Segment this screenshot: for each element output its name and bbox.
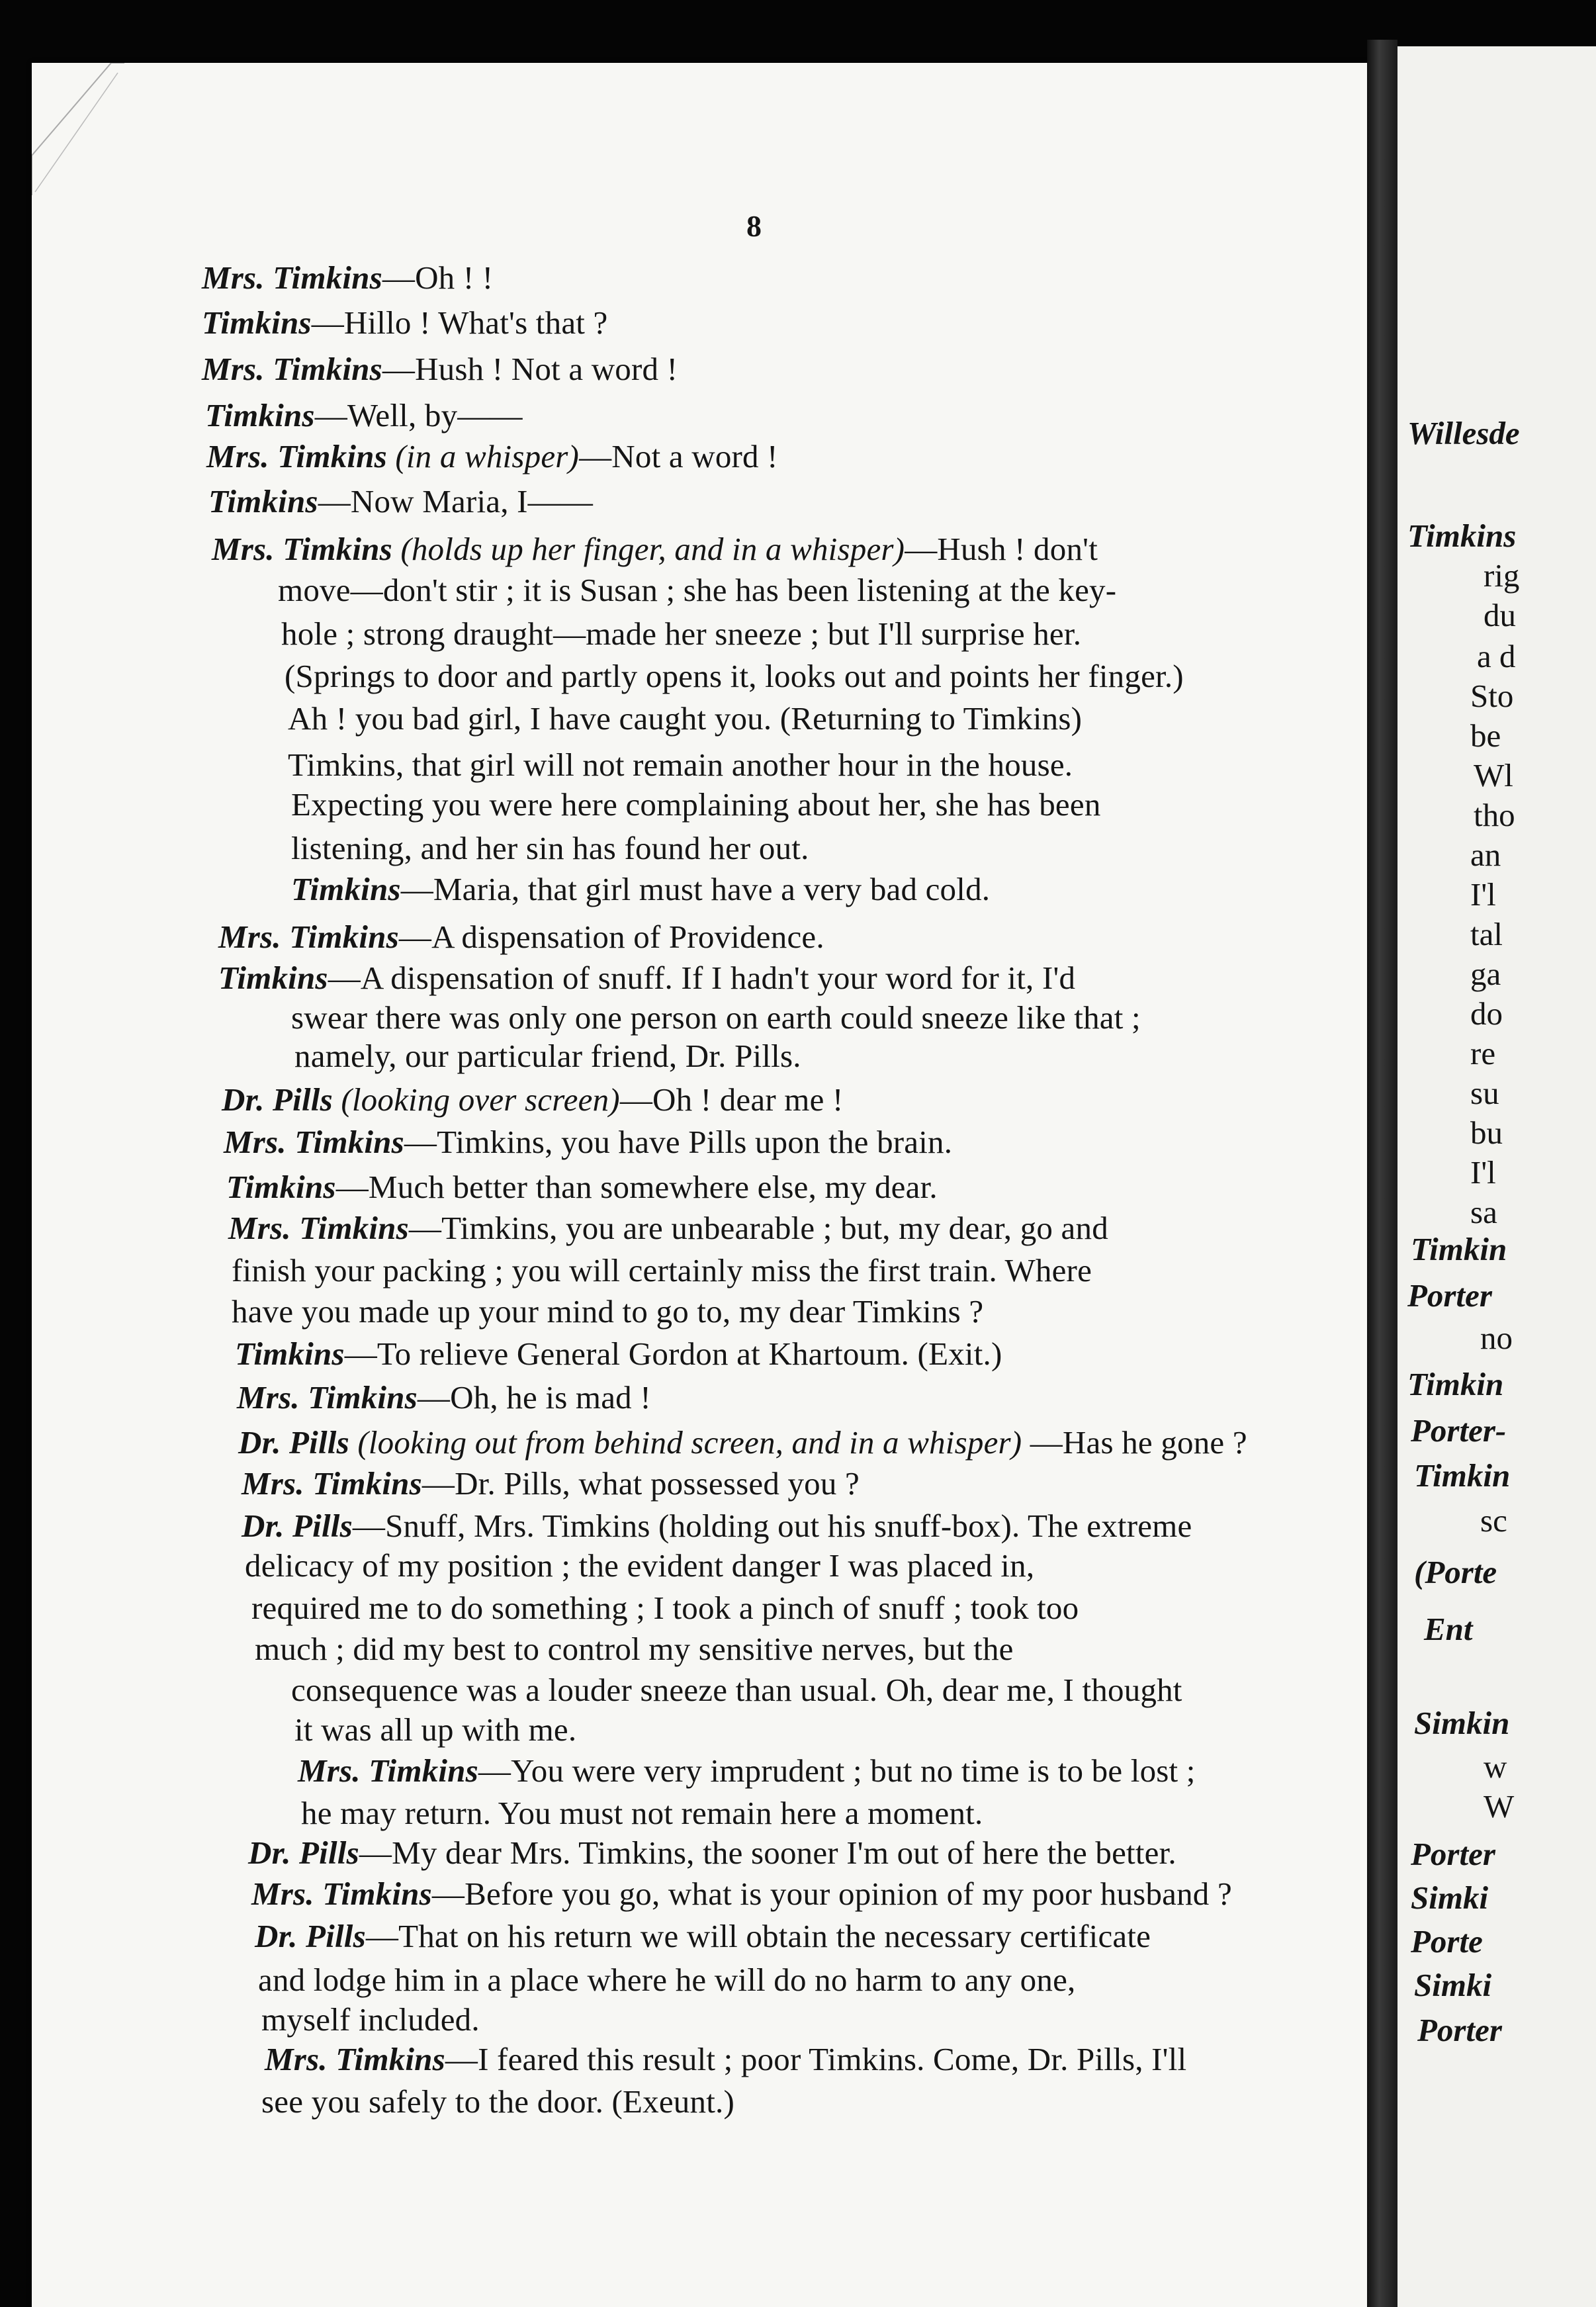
speech-text: hole ; strong draught—made her sneeze ; but I'll surprise her. bbox=[281, 615, 1082, 652]
speech-text: —I feared this result ; poor Timkins. Come, Dr. Pills, I'll bbox=[445, 2041, 1187, 2077]
speech-text: —Maria, that girl must have a very bad cold. bbox=[400, 871, 991, 907]
speech-line bbox=[242, 1506, 1192, 1546]
speech-line bbox=[265, 2040, 1186, 2079]
adjacent-page-fragment: Porter bbox=[1407, 1277, 1492, 1314]
dialogue-text bbox=[32, 63, 1367, 2307]
adjacent-page-fragment: w bbox=[1484, 1748, 1507, 1785]
speech-text: he may return. You must not remain here a moment. bbox=[301, 1795, 983, 1831]
speech-text: required me to do something ; I took a pinch of snuff ; took too bbox=[251, 1590, 1079, 1626]
adjacent-page-fragment: W bbox=[1484, 1788, 1515, 1825]
speech-continuation bbox=[294, 1036, 801, 1076]
speech-text: —Has he gone ? bbox=[1022, 1424, 1247, 1461]
speech-text: —Timkins, you have Pills upon the brain. bbox=[404, 1124, 953, 1160]
adjacent-page-fragment: I'l bbox=[1470, 876, 1496, 913]
speech-line bbox=[238, 1423, 1247, 1463]
speech-text: Timkins, that girl will not remain another hour in the house. bbox=[288, 746, 1073, 783]
adjacent-page-fragment: do bbox=[1470, 995, 1503, 1032]
adjacent-page-fragment: Porter- bbox=[1411, 1412, 1507, 1449]
speech-text: —Much better than somewhere else, my dear. bbox=[335, 1169, 938, 1205]
speech-text: —Now Maria, I—— bbox=[318, 483, 594, 520]
page-number: 8 bbox=[746, 209, 762, 243]
speech-line bbox=[235, 1334, 1002, 1374]
adjacent-page-fragment: re bbox=[1470, 1035, 1496, 1071]
speech-text: swear there was only one person on earth could sneeze like that ; bbox=[291, 999, 1141, 1036]
speech-text: —Hush ! Not a word ! bbox=[382, 351, 678, 387]
speech-text: myself included. bbox=[261, 2001, 480, 2038]
speech-text: (Springs to door and partly opens it, looks out and points her finger.) bbox=[285, 658, 1184, 694]
adjacent-page-fragment: a d bbox=[1477, 638, 1516, 674]
adjacent-page-fragment: Porter bbox=[1411, 1836, 1495, 1872]
speech-continuation bbox=[281, 614, 1081, 654]
speech-line bbox=[291, 870, 990, 909]
adjacent-page-fragment: Simkin bbox=[1414, 1705, 1510, 1741]
adjacent-page bbox=[1397, 46, 1596, 2307]
adjacent-page-fragment: du bbox=[1484, 597, 1516, 633]
adjacent-page-fragment: bu bbox=[1470, 1114, 1503, 1151]
speech-text: move—don't stir ; it is Susan ; she has been listening at the key- bbox=[278, 572, 1117, 608]
speech-text: see you safely to the door. (Exeunt.) bbox=[261, 2083, 734, 2120]
speech-text: —You were very imprudent ; but no time is to be lost ; bbox=[478, 1752, 1196, 1789]
speech-line bbox=[298, 1751, 1196, 1791]
adjacent-page-fragment: Timkins bbox=[1407, 518, 1517, 554]
speaker-name: Dr. Pills bbox=[255, 1918, 366, 1954]
speech-text: —Hillo ! What's that ? bbox=[311, 304, 608, 341]
speaker-name: Mrs. Timkins bbox=[228, 1210, 409, 1246]
speech-line bbox=[248, 1833, 1176, 1873]
speech-continuation bbox=[301, 1793, 983, 1833]
speaker-name: Mrs. Timkins bbox=[224, 1124, 404, 1160]
adjacent-page-fragment: Timkin bbox=[1414, 1457, 1511, 1494]
stage-direction: (in a whisper) bbox=[386, 438, 580, 475]
speech-continuation bbox=[255, 1629, 1014, 1669]
speech-line bbox=[255, 1917, 1151, 1956]
speech-text: —Before you go, what is your opinion of my poor husband ? bbox=[431, 1876, 1232, 1912]
speaker-name: Timkins bbox=[235, 1335, 345, 1372]
stage-direction: (looking out from behind screen, and in a whisper) bbox=[349, 1424, 1022, 1461]
adjacent-page-fragment: ga bbox=[1470, 956, 1501, 992]
speech-text: —Oh ! dear me ! bbox=[619, 1081, 844, 1118]
adjacent-page-fragment: Simki bbox=[1411, 1879, 1489, 1916]
speaker-name: Timkins bbox=[208, 483, 318, 520]
speech-text: and lodge him in a place where he will do no harm to any one, bbox=[258, 1962, 1076, 1998]
speech-continuation bbox=[278, 570, 1116, 610]
speech-continuation bbox=[245, 1546, 1034, 1586]
speech-text: —Oh ! ! bbox=[382, 259, 494, 296]
speech-continuation bbox=[294, 1710, 576, 1750]
speech-line bbox=[206, 437, 778, 476]
speech-text: —Hush ! don't bbox=[905, 531, 1098, 567]
speech-line bbox=[251, 1874, 1232, 1914]
speech-text: Ah ! you bad girl, I have caught you. (Returning to Timkins) bbox=[288, 700, 1083, 737]
adjacent-page-fragment: (Porte bbox=[1414, 1554, 1497, 1590]
adjacent-page-fragment: Porter bbox=[1417, 2012, 1502, 2048]
adjacent-page-fragment: rig bbox=[1484, 557, 1520, 594]
speech-text: —A dispensation of Providence. bbox=[398, 919, 824, 955]
speech-text: finish your packing ; you will certainly miss the first train. Where bbox=[232, 1252, 1092, 1289]
speech-line bbox=[218, 958, 1075, 998]
adjacent-page-fragment: sc bbox=[1480, 1502, 1507, 1539]
adjacent-page-fragment: Timkin bbox=[1411, 1231, 1507, 1267]
speech-continuation bbox=[291, 998, 1141, 1038]
speaker-name: Timkins bbox=[202, 304, 312, 341]
adjacent-page-fragment: Porte bbox=[1411, 1923, 1483, 1960]
speech-line bbox=[222, 1080, 844, 1120]
adjacent-page-fragment: Ent bbox=[1424, 1611, 1473, 1647]
speaker-name: Timkins bbox=[218, 960, 328, 996]
speech-continuation bbox=[232, 1251, 1092, 1290]
speech-continuation bbox=[291, 829, 809, 868]
speech-line bbox=[218, 917, 824, 957]
speech-text: —Oh, he is mad ! bbox=[417, 1379, 651, 1416]
speech-text: —Well, by—— bbox=[314, 397, 523, 433]
adjacent-page-fragment: tho bbox=[1474, 797, 1515, 833]
speech-line bbox=[237, 1378, 651, 1418]
speech-text: —That on his return we will obtain the necessary certificate bbox=[365, 1918, 1151, 1954]
speech-text: consequence was a louder sneeze than usual. Oh, dear me, I thought bbox=[291, 1672, 1182, 1708]
speech-text: —To relieve General Gordon at Khartoum. (Exit.) bbox=[344, 1335, 1002, 1372]
adjacent-page-fragment: I'l bbox=[1470, 1154, 1496, 1191]
speech-line bbox=[208, 482, 593, 521]
book-page bbox=[32, 63, 1367, 2307]
speaker-name: Mrs. Timkins bbox=[251, 1876, 432, 1912]
speech-line bbox=[226, 1167, 938, 1207]
speech-continuation bbox=[291, 1670, 1182, 1710]
speaker-name: Mrs. Timkins bbox=[237, 1379, 418, 1416]
adjacent-page-fragment: Timkin bbox=[1407, 1366, 1504, 1402]
speaker-name: Timkins bbox=[205, 397, 315, 433]
adjacent-page-fragment: an bbox=[1470, 837, 1501, 873]
speech-line bbox=[224, 1122, 952, 1162]
speech-continuation bbox=[261, 2082, 734, 2122]
speaker-name: Mrs. Timkins bbox=[265, 2041, 445, 2077]
adjacent-page-fragment: su bbox=[1470, 1075, 1499, 1111]
speech-text: listening, and her sin has found her out. bbox=[291, 830, 809, 866]
speech-text: Expecting you were here complaining about her, she has been bbox=[291, 786, 1101, 823]
speech-line bbox=[205, 396, 523, 435]
speech-text: have you made up your mind to go to, my dear Timkins ? bbox=[232, 1293, 984, 1330]
speech-line bbox=[202, 303, 607, 343]
speech-text: delicacy of my position ; the evident danger I was placed in, bbox=[245, 1547, 1035, 1584]
speech-text: —Timkins, you are unbearable ; but, my dear, go and bbox=[408, 1210, 1108, 1246]
speech-text: —A dispensation of snuff. If I hadn't your word for it, I'd bbox=[328, 960, 1076, 996]
speech-text: it was all up with me. bbox=[294, 1711, 577, 1748]
adjacent-page-fragment: be bbox=[1470, 717, 1501, 754]
speaker-name: Timkins bbox=[226, 1169, 336, 1205]
speech-continuation bbox=[288, 699, 1082, 739]
speech-continuation bbox=[288, 745, 1073, 785]
speech-text: much ; did my best to control my sensitive nerves, but the bbox=[255, 1631, 1014, 1667]
speaker-name: Dr. Pills bbox=[242, 1508, 353, 1544]
speech-text: —Snuff, Mrs. Timkins (holding out his snuff-box). The extreme bbox=[352, 1508, 1192, 1544]
speech-line bbox=[202, 349, 678, 389]
speech-text: —Not a word ! bbox=[579, 438, 778, 475]
adjacent-page-fragment: no bbox=[1480, 1320, 1513, 1356]
speech-text: namely, our particular friend, Dr. Pills. bbox=[294, 1038, 801, 1074]
speech-continuation bbox=[291, 785, 1101, 825]
speech-line bbox=[202, 258, 493, 298]
speaker-name: Mrs. Timkins bbox=[242, 1465, 422, 1502]
speaker-name: Mrs. Timkins bbox=[202, 259, 382, 296]
speaker-name: Dr. Pills bbox=[248, 1834, 359, 1871]
stage-direction: (holds up her finger, and in a whisper) bbox=[392, 531, 905, 567]
speech-text: —Dr. Pills, what possessed you ? bbox=[421, 1465, 860, 1502]
adjacent-page-fragment: Sto bbox=[1470, 678, 1514, 714]
speaker-name: Mrs. Timkins bbox=[218, 919, 399, 955]
speaker-name: Mrs. Timkins bbox=[202, 351, 382, 387]
stage-direction: (looking over screen) bbox=[332, 1081, 620, 1118]
speaker-name: Mrs. Timkins bbox=[298, 1752, 478, 1789]
speaker-name: Timkins bbox=[291, 871, 401, 907]
speech-continuation bbox=[285, 656, 1184, 696]
adjacent-page-fragment: Wl bbox=[1474, 757, 1513, 793]
adjacent-page-fragment: Willesde bbox=[1407, 415, 1520, 451]
speech-continuation bbox=[232, 1292, 983, 1332]
speech-continuation bbox=[258, 1960, 1075, 2000]
speaker-name: Dr. Pills bbox=[238, 1424, 349, 1461]
adjacent-page-fragment: Simki bbox=[1414, 1967, 1492, 2003]
speech-line bbox=[228, 1208, 1108, 1248]
book-gutter bbox=[1367, 40, 1397, 2307]
speech-continuation bbox=[261, 2000, 480, 2040]
speaker-name: Mrs. Timkins bbox=[212, 531, 392, 567]
speech-continuation bbox=[251, 1588, 1079, 1628]
speech-line bbox=[242, 1464, 860, 1504]
speaker-name: Dr. Pills bbox=[222, 1081, 333, 1118]
adjacent-page-fragment: sa bbox=[1470, 1194, 1497, 1230]
speech-line bbox=[212, 529, 1098, 569]
speaker-name: Mrs. Timkins bbox=[206, 438, 387, 475]
speech-text: —My dear Mrs. Timkins, the sooner I'm out of here the better. bbox=[359, 1834, 1176, 1871]
adjacent-page-fragment: tal bbox=[1470, 916, 1503, 952]
